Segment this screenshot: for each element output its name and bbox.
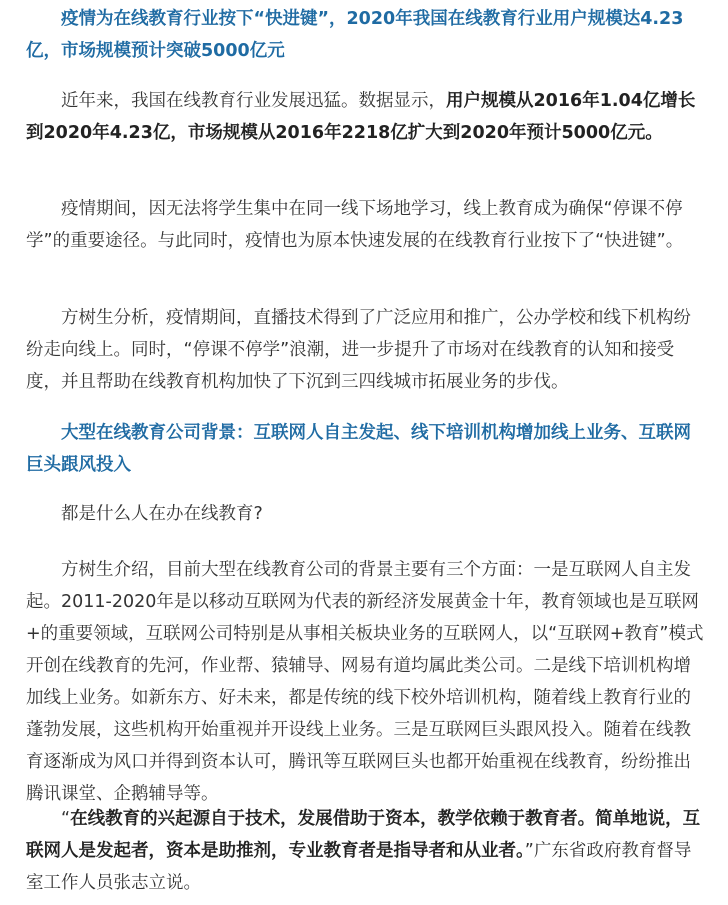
quote-attribution: ”广东省政府教育督导室工作人员张志立说。 — [26, 841, 692, 893]
quote-open-mark: “ — [61, 809, 71, 829]
section-heading-1: 疫情为在线教育行业按下“快进键”，2020年我国在线教育行业用户规模达4.23亿，市场规模预计突破5000亿元 — [26, 9, 684, 61]
paragraph-1-text: 近年来，我国在线教育行业发展迅猛。数据显示， — [61, 91, 446, 111]
paragraph-1 — [26, 85, 708, 149]
section-heading-2: 大型在线教育公司背景：互联网人自主发起、线下培训机构增加线上业务、互联网巨头跟风投入 — [26, 423, 691, 475]
paragraph-2: 疫情期间，因无法将学生集中在同一线下场地学习，线上教育成为确保“停课不停学”的重要途径。与此同时，疫情也为原本快速发展的在线教育行业按下了“快进键”。 — [26, 199, 684, 251]
paragraph-1-bold-text: 用户规模从2016年1.04亿增长到2020年4.23亿，市场规模从2016年2218亿扩大到2020年预计5000亿元。 — [26, 91, 696, 143]
paragraph-6-quote — [26, 803, 708, 899]
quote-bold-text: 在线教育的兴起源自于技术，发展借助于资本，教学依赖于教育者。简单地说，互联网人是发起者，资本是助推剂，专业教育者是指导者和从业者。 — [26, 809, 701, 861]
paragraph-3: 方树生分析，疫情期间，直播技术得到了广泛应用和推广，公办学校和线下机构纷纷走向线上。同时，“停课不停学”浪潮，进一步提升了市场对在线教育的认知和接受度，并且帮助在线教育机构加快了下沉到三四线城市拓展业务的步伐。 — [26, 308, 691, 392]
paragraph-5: 方树生介绍，目前大型在线教育公司的背景主要有三个方面：一是互联网人自主发起。2011-2020年是以移动互联网为代表的新经济发展黄金十年，教育领域也是互联网+的重要领域，互联网公司特别是从事相关板块业务的互联网人，以“互联网+教育”模式开创在线教育的先河，作业帮、猿辅导、网易有道均属此类公司。二是线下培训机构增加线上业务。如新东方、好未来，都是传统的线下校外培训机构，随着线上教育行业的蓬勃发展，这些机构开始重视并开设线上业务。三是互联网巨头跟风投入。随着在线教育逐渐成为风口并得到资本认可，腾讯等互联网巨头也都开始重视在线教育，纷纷推出腾讯课堂、企鹅辅导等。 — [26, 560, 704, 804]
paragraph-4: 都是什么人在办在线教育? — [61, 504, 263, 524]
